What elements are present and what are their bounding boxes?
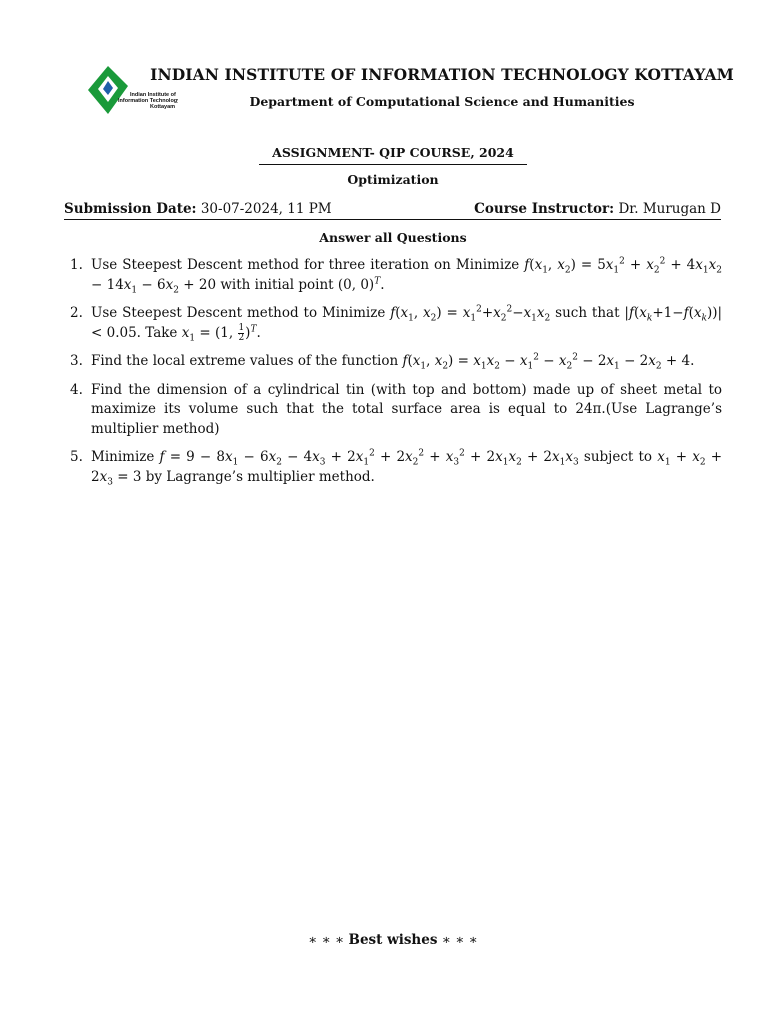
instructor-value: Dr. Murugan D	[618, 201, 721, 217]
department-name: Department of Computational Science and Humanities	[249, 94, 635, 109]
question-text-mid: with initial point	[220, 276, 334, 293]
question-item	[70, 448, 722, 487]
institute-name: INDIAN INSTITUTE OF INFORMATION TECHNOLOGY KOTTAYAM	[150, 65, 734, 84]
question-number: 5.	[70, 449, 83, 465]
submission-date	[64, 201, 332, 217]
closing-note	[0, 932, 768, 948]
question-text-take: Take	[145, 324, 178, 341]
question-text-mid: subject to	[583, 449, 653, 465]
assignment-title: ASSIGNMENT- QIP COURSE, 2024	[272, 145, 514, 160]
question-number: 3.	[70, 353, 83, 369]
question-number: 2.	[70, 305, 83, 321]
question-text: Use Steepest Descent method for three iteration on Minimize	[91, 257, 520, 273]
question-text: Find the dimension of a cylindrical tin (with top and bottom) made up of sheet metal to maximize its volume such that the total surface area is equal to 24π.(Use Lagrange’s multiplier method)	[91, 381, 722, 437]
question-list	[70, 256, 722, 496]
initial-point: (0, 0)$^T$.	[337, 276, 385, 293]
question-item	[70, 304, 722, 343]
title-underline	[259, 164, 527, 165]
logo-text-line1: Indian Institute of	[130, 92, 176, 98]
question-formula: $f = 9 - 8x_1 - 6x_2 - 4x_3 + 2x_1^2 + 2x_2^2 + x_3^2 + 2x_1x_2 + 2x_1x_3$	[159, 448, 579, 468]
question-formula: $f(x_1$, $x_2) = x_1^2+x_2^2-x_1x_2$	[390, 304, 551, 324]
submission-label: Submission Date:	[64, 201, 197, 217]
question-text: Minimize	[91, 449, 155, 465]
question-text-mid: such that	[555, 305, 620, 321]
initial-point: $x_1 = (1$, $\frac{1}{2}$ )$^T$.	[181, 322, 261, 344]
stopping-condition: $|f(x_k+1-f(x_k))| < 0.05$.	[91, 305, 723, 341]
logo-text-line2: Information Technology	[118, 98, 178, 104]
submission-value: 30-07-2024, 11 PM	[200, 201, 332, 217]
question-formula: $f(x_1$, $x_2) = x_1x_2 - x_1^2 - x_2^2 - 2x_1 - 2x_2 + 4$.	[402, 352, 695, 372]
submission-row	[64, 201, 721, 220]
instructions: Answer all Questions	[319, 230, 467, 245]
question-item	[70, 352, 722, 372]
question-text: Use Steepest Descent method to Minimize	[91, 305, 386, 321]
constraint: $x_1 + x_2 + 2x_3 = 3$	[91, 449, 723, 488]
stars-right: ∗ ∗ ∗	[441, 932, 478, 948]
best-wishes: Best wishes	[348, 932, 438, 948]
question-number: 4.	[70, 381, 83, 398]
question-number: 1.	[70, 257, 83, 273]
subject-title: Optimization	[347, 172, 439, 187]
question-text: Find the local extreme values of the function	[91, 353, 399, 369]
logo-text-line3: Kottayam	[150, 104, 176, 110]
instructor-label: Course Instructor:	[474, 201, 615, 217]
question-formula: $f(x_1$, $x_2) = 5x_1^2 + x_2^2 + 4x_1x_2 - 14x_1 - 6x_2 + 20$	[91, 256, 722, 296]
question-item	[70, 381, 722, 440]
question-text-suffix: by Lagrange’s multiplier method.	[145, 468, 375, 485]
course-instructor	[474, 201, 721, 217]
stars-left: ∗ ∗ ∗	[308, 932, 345, 948]
question-item	[70, 256, 722, 295]
